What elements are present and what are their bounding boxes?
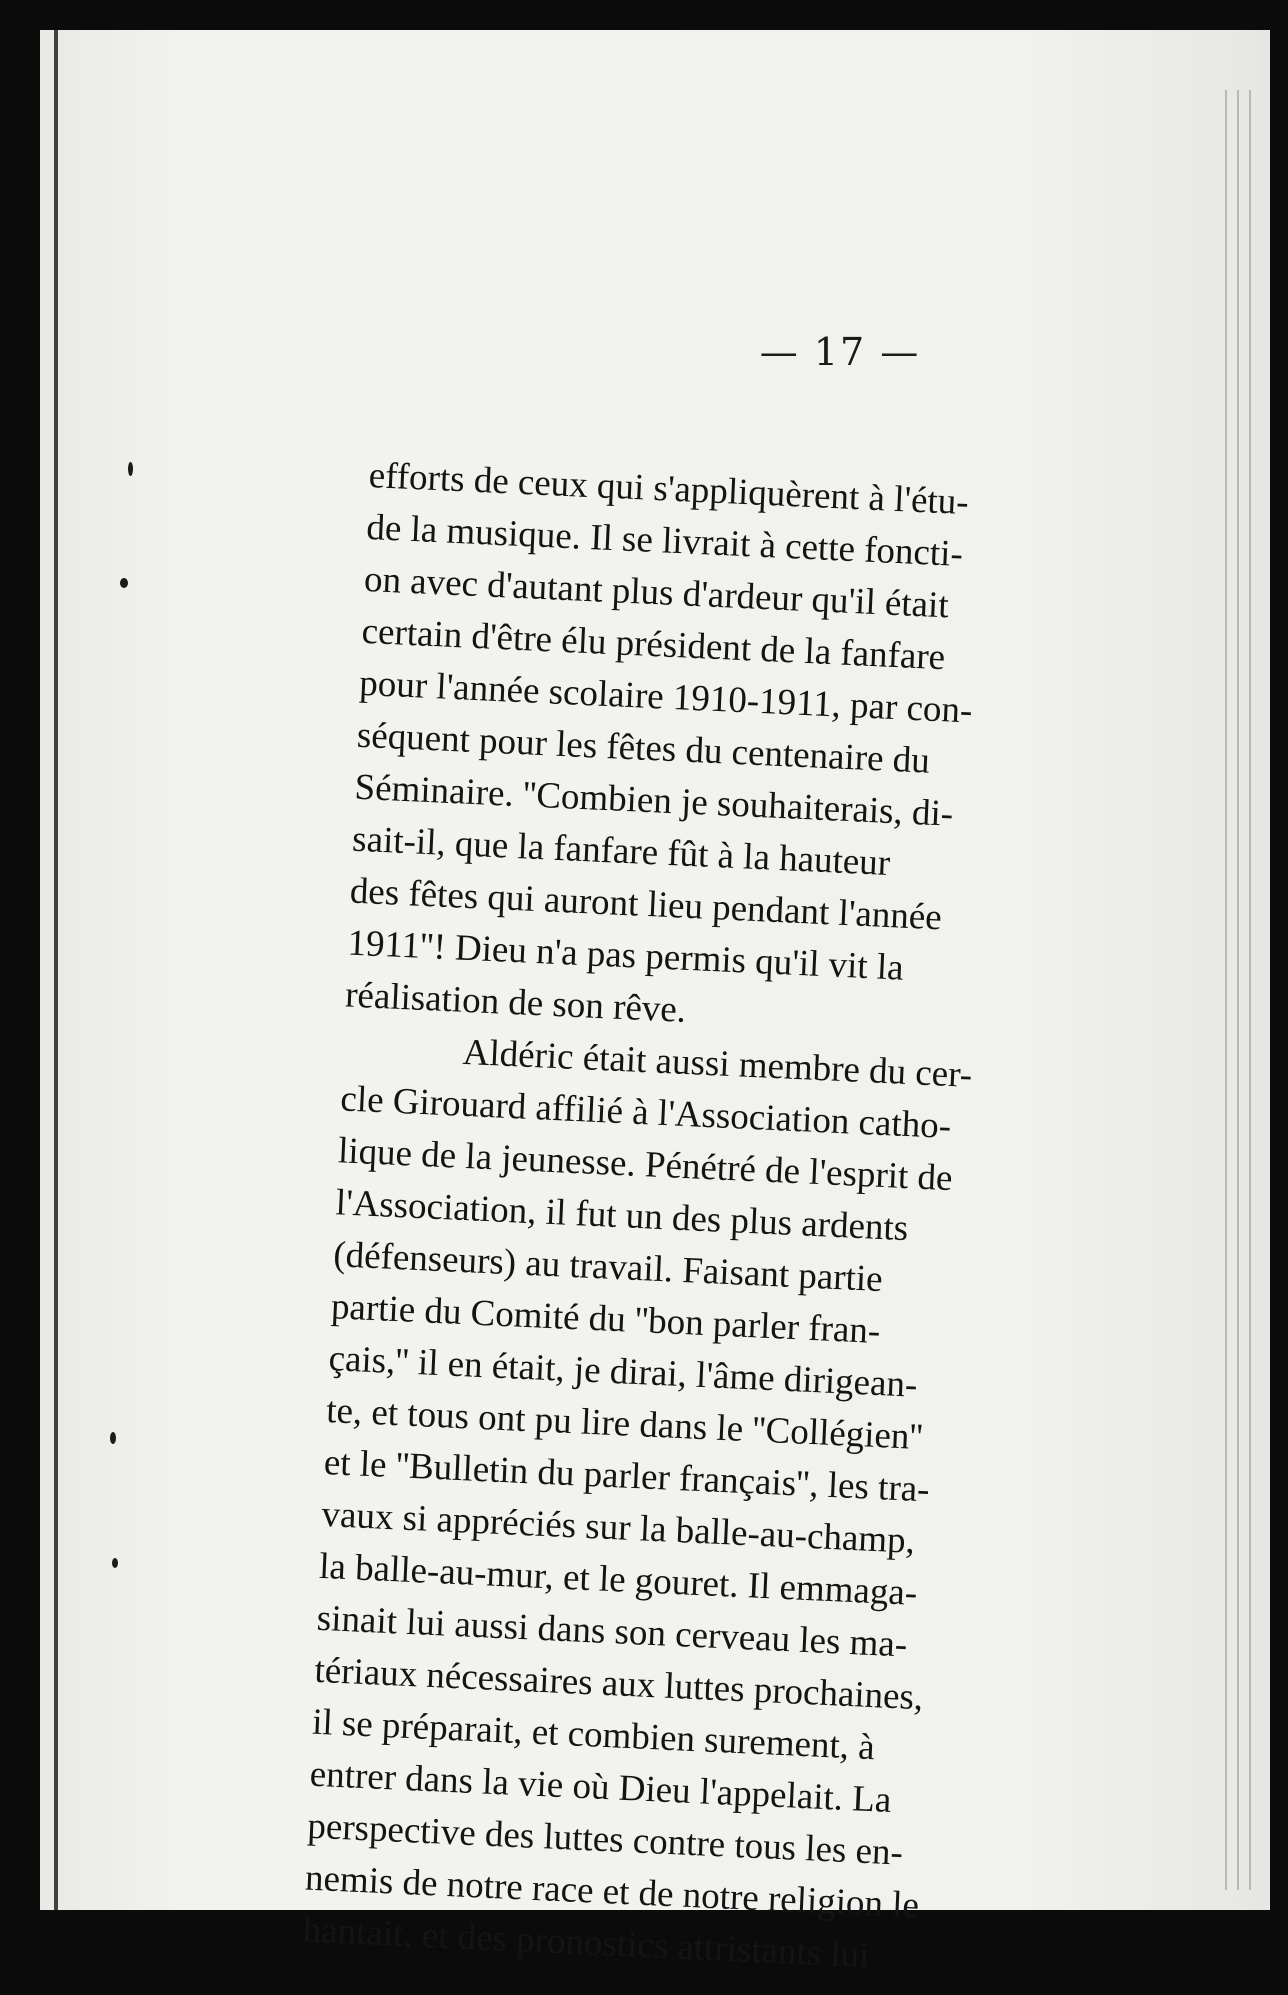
- text-line: te, et tous ont pu lire dans le ''Collégien'': [325, 1390, 924, 1459]
- text-line: sinait lui aussi dans son cerveau les ma-: [316, 1597, 909, 1666]
- text-line: on avec d'autant plus d'ardeur qu'il était: [363, 558, 950, 627]
- text-line: nemis de notre race et de notre religion le: [304, 1857, 920, 1927]
- scan-speck: [112, 1558, 118, 1568]
- text-line: 1911''! Dieu n'a pas permis qu'il vit la: [346, 922, 905, 989]
- text-line: (défenseurs) au travail. Faisant partie: [332, 1234, 884, 1301]
- scan-speck: [120, 578, 128, 588]
- page-edge: [1225, 90, 1227, 1890]
- text-line: sait-il, que la fanfare fût à la hauteur: [351, 818, 892, 884]
- text-line: perspective des luttes contre tous les en-: [306, 1805, 904, 1874]
- paragraph-start-line: Aldéric était aussi membre du cer-: [461, 1031, 974, 1096]
- page-edge: [1249, 90, 1251, 1890]
- text-line: certain d'être élu président de la fanfare: [360, 610, 947, 679]
- text-line: et le ''Bulletin du parler français'', les tra-: [323, 1441, 931, 1511]
- text-line: séquent pour les fêtes du centenaire du: [356, 714, 931, 782]
- scanned-page: [40, 30, 1270, 1977]
- body-text: [302, 450, 1210, 1995]
- text-line: hantait, et des pronostics attristants lui: [301, 1909, 871, 1977]
- text-line: des fêtes qui auront lieu pendant l'année: [349, 870, 943, 939]
- text-line: réalisation de son rêve.: [344, 974, 687, 1031]
- text-line: entrer dans la vie où Dieu l'appelait. La: [308, 1753, 893, 1822]
- page-edge: [1237, 90, 1239, 1890]
- text-line: cle Girouard affilié à l'Association catho-: [339, 1078, 952, 1148]
- text-line: l'Association, il fut un des plus ardents: [334, 1182, 910, 1250]
- text-line: partie du Comité du ''bon parler fran-: [330, 1286, 882, 1353]
- text-line: efforts de ceux qui s'appliquèrent à l'étu-: [367, 454, 970, 524]
- text-line: tériaux nécessaires aux luttes prochaines,: [313, 1649, 925, 1719]
- scan-speck: [128, 462, 133, 476]
- binding-line: [54, 30, 58, 1910]
- text-line: pour l'année scolaire 1910-1911, par con-: [358, 662, 974, 732]
- text-line: Séminaire. ''Combien je souhaiterais, di-: [353, 766, 955, 835]
- text-line: la balle-au-mur, et le gouret. Il emmaga-: [318, 1545, 919, 1614]
- text-line: çais,'' il en était, je dirai, l'âme dirigean-: [327, 1338, 919, 1406]
- text-line: il se préparait, et combien surement, à: [311, 1701, 876, 1769]
- page-number: — 17 —: [759, 330, 921, 374]
- text-line: lique de la jeunesse. Pénétré de l'esprit de: [337, 1130, 954, 1200]
- text-line: vaux si appréciés sur la balle-au-champ,: [320, 1493, 916, 1562]
- scan-speck: [110, 1432, 116, 1444]
- text-line: de la musique. Il se livrait à cette foncti-: [365, 506, 964, 575]
